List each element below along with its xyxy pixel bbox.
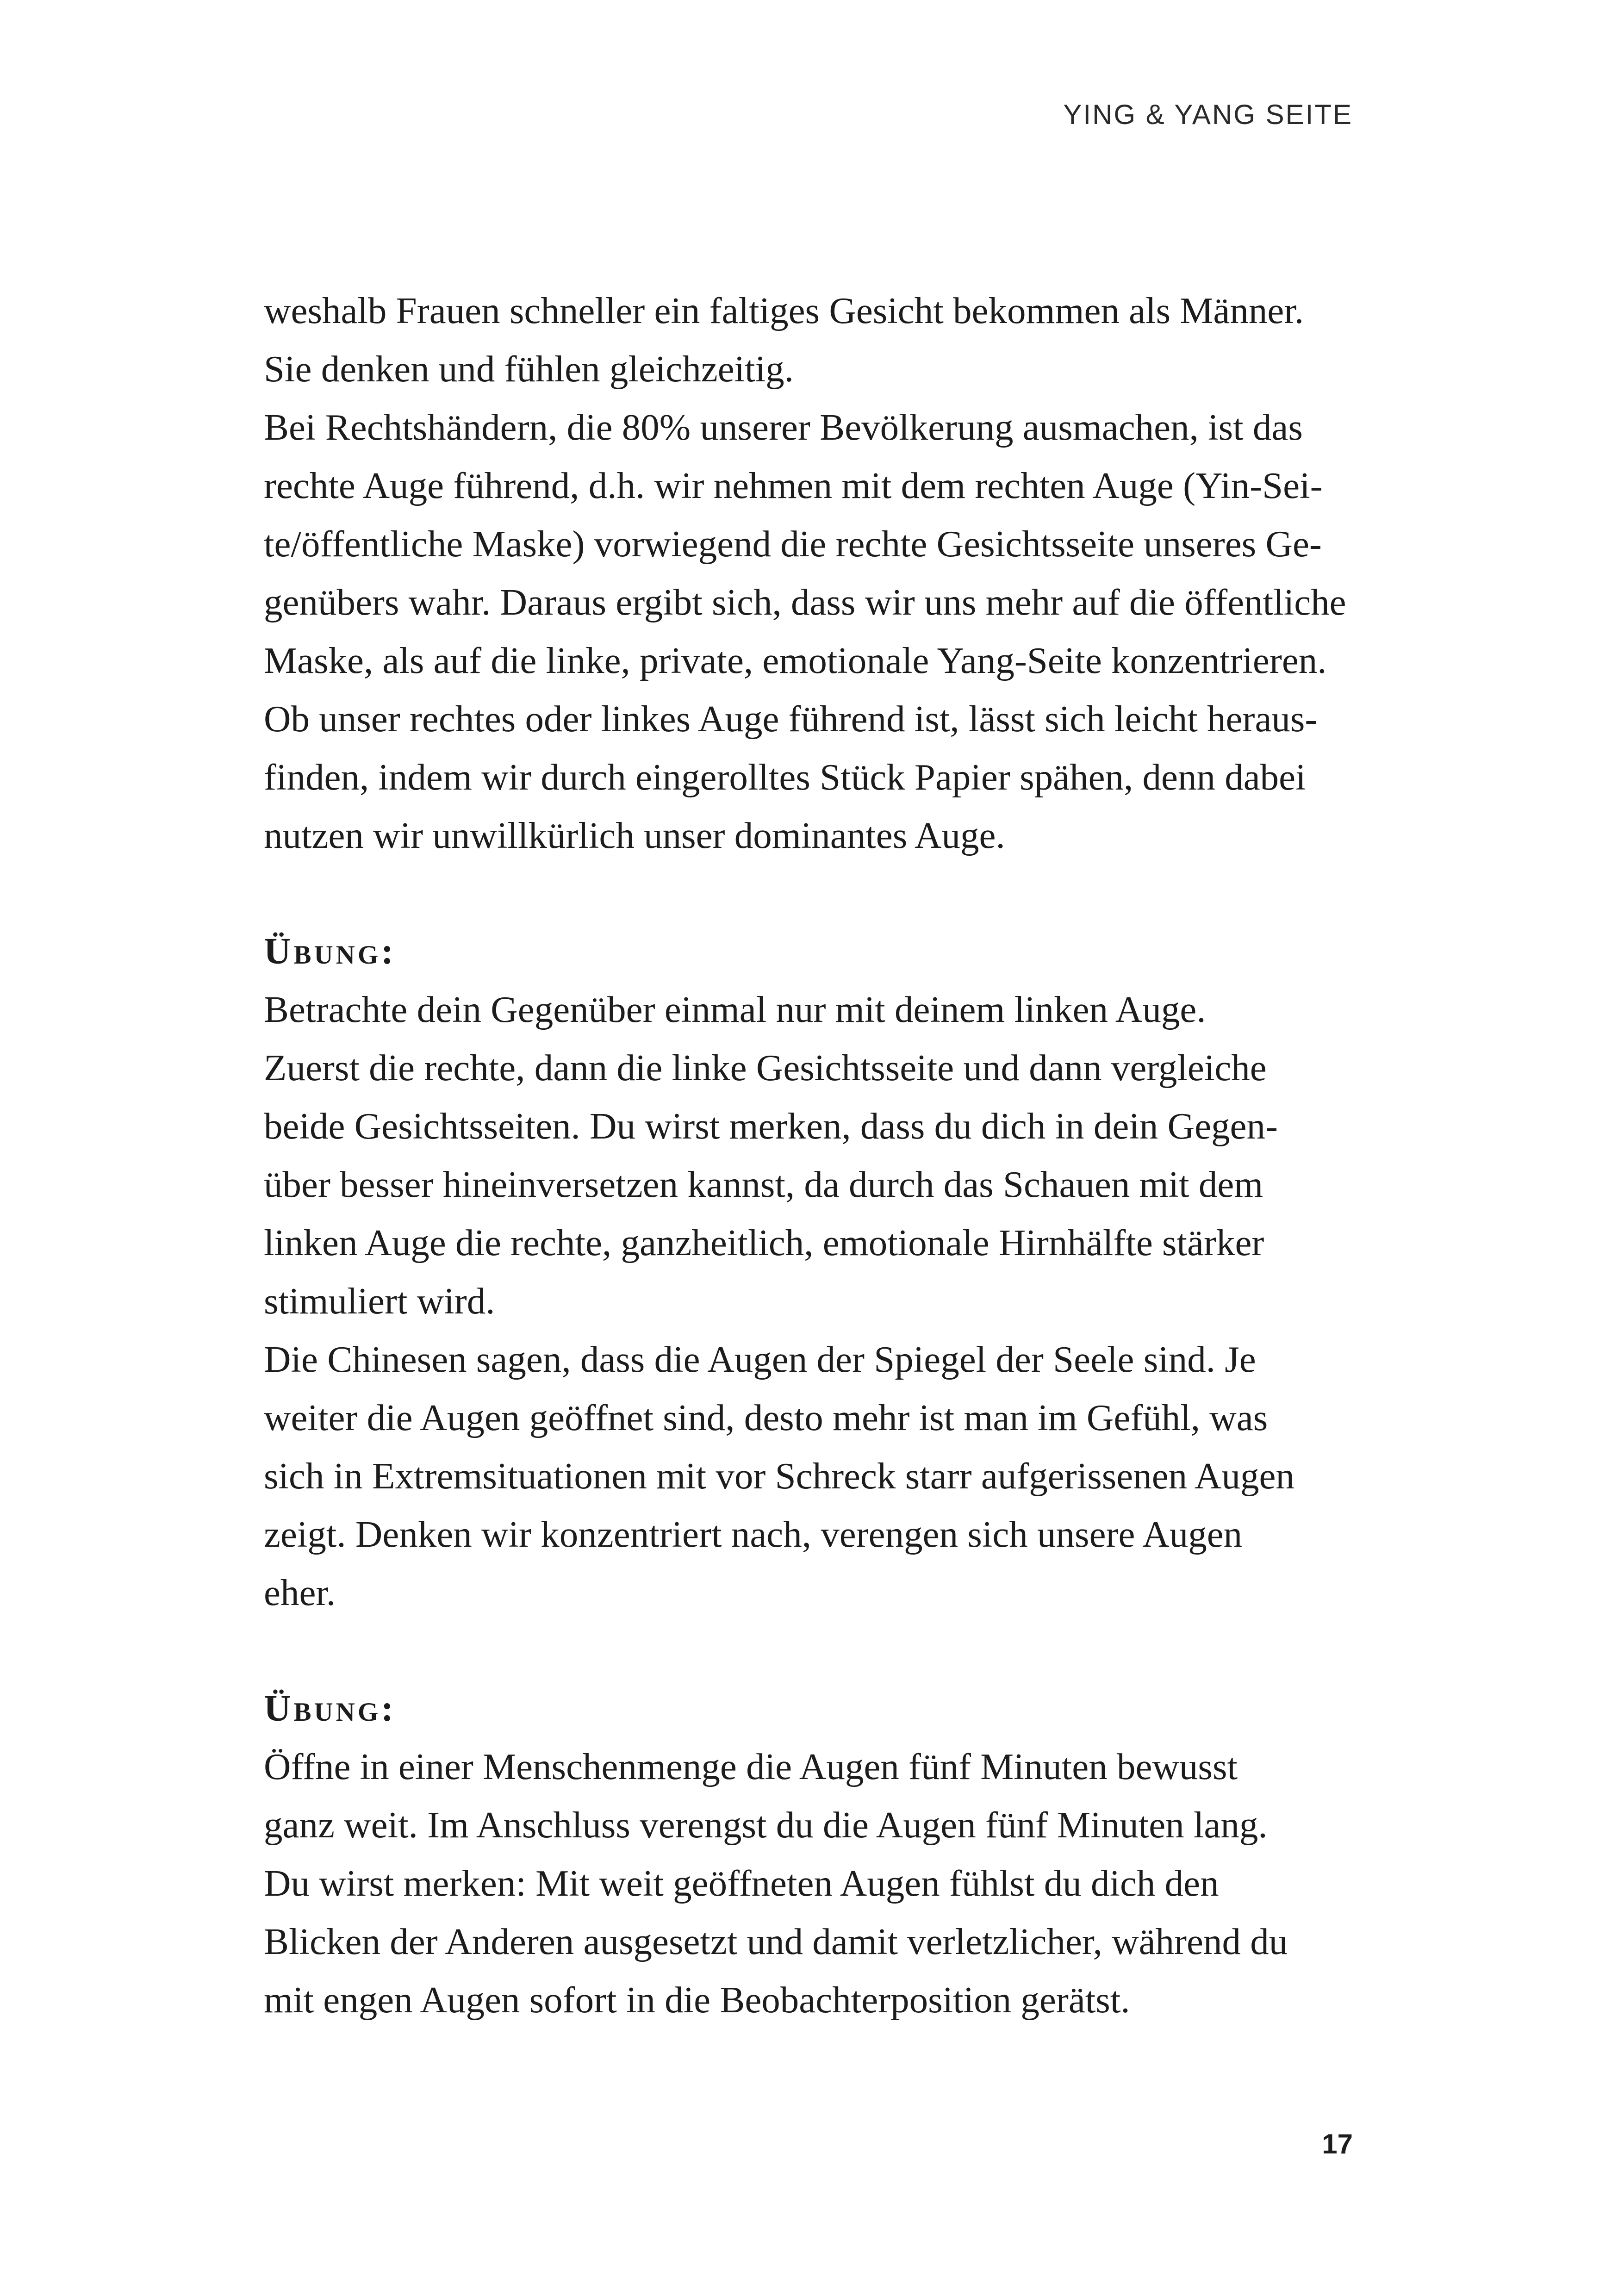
exercise-section-1 <box>264 922 1375 1622</box>
page-number: 17 <box>1322 2128 1353 2159</box>
paragraph-gap <box>264 1622 1375 1679</box>
exercise-heading: Übung: <box>264 930 397 972</box>
text-line: finden, indem wir durch eingerolltes Stück Papier spähen, denn dabei <box>264 756 1306 798</box>
text-line: linken Auge die rechte, ganzheitlich, emotionale Hirnhälfte stärker <box>264 1222 1264 1263</box>
text-line: zeigt. Denken wir konzentriert nach, verengen sich unsere Augen <box>264 1513 1243 1555</box>
paragraph-gap <box>264 865 1375 922</box>
text-line: Zuerst die rechte, dann die linke Gesichtsseite und dann vergleiche <box>264 1047 1267 1089</box>
text-line: genübers wahr. Daraus ergibt sich, dass wir uns mehr auf die öffentliche <box>264 581 1346 623</box>
text-line: Bei Rechtshändern, die 80% unserer Bevölkerung ausmachen, ist das <box>264 406 1303 448</box>
text-line: te/öffentliche Maske) vorwiegend die rechte Gesichtsseite unseres Ge- <box>264 523 1322 565</box>
text-line: rechte Auge führend, d.h. wir nehmen mit dem rechten Auge (Yin-Sei- <box>264 465 1323 506</box>
text-line: ganz weit. Im Anschluss verengst du die Augen fünf Minuten lang. <box>264 1804 1268 1846</box>
text-line: Ob unser rechtes oder linkes Auge führend ist, lässt sich leicht heraus- <box>264 698 1318 740</box>
body-text <box>264 281 1375 2029</box>
exercise-heading: Übung: <box>264 1687 397 1729</box>
paragraph-intro <box>264 281 1375 865</box>
exercise-section-2 <box>264 1679 1375 2029</box>
text-line: weiter die Augen geöffnet sind, desto mehr ist man im Gefühl, was <box>264 1397 1268 1438</box>
text-line: mit engen Augen sofort in die Beobachterposition gerätst. <box>264 1979 1130 2021</box>
text-line: beide Gesichtsseiten. Du wirst merken, dass du dich in dein Gegen- <box>264 1105 1278 1147</box>
text-line: stimuliert wird. <box>264 1280 495 1322</box>
text-line: Die Chinesen sagen, dass die Augen der Spiegel der Seele sind. Je <box>264 1338 1256 1380</box>
running-header: YING & YANG SEITE <box>1063 99 1353 130</box>
text-line: Betrachte dein Gegenüber einmal nur mit deinem linken Auge. <box>264 989 1206 1030</box>
text-line: weshalb Frauen schneller ein faltiges Gesicht bekommen als Männer. <box>264 290 1304 331</box>
text-line: sich in Extremsituationen mit vor Schreck starr aufgerissenen Augen <box>264 1455 1294 1497</box>
text-line: Du wirst merken: Mit weit geöffneten Augen fühlst du dich den <box>264 1862 1219 1904</box>
text-line: Öffne in einer Menschenmenge die Augen fünf Minuten bewusst <box>264 1746 1238 1787</box>
text-line: nutzen wir unwillkürlich unser dominantes Auge. <box>264 815 1005 856</box>
text-line: Maske, als auf die linke, private, emotionale Yang-Seite konzentrieren. <box>264 640 1327 681</box>
text-line: über besser hineinversetzen kannst, da durch das Schauen mit dem <box>264 1164 1263 1205</box>
text-line: Blicken der Anderen ausgesetzt und damit verletzlicher, während du <box>264 1921 1288 1962</box>
text-line: eher. <box>264 1572 336 1613</box>
text-line: Sie denken und fühlen gleichzeitig. <box>264 348 794 390</box>
